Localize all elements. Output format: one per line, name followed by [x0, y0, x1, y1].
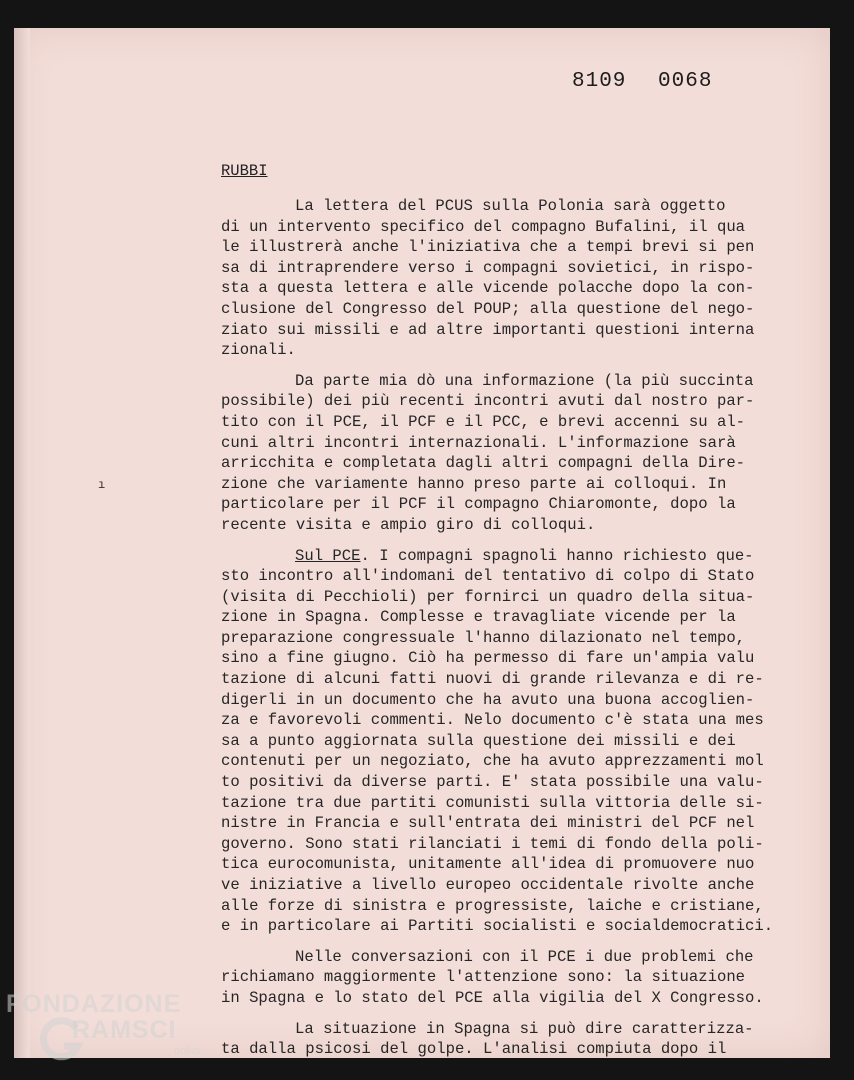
document-body [221, 196, 821, 1070]
paragraph-text: La situazione in Spagna si può dire caratterizza- ta dalla psicosi del golpe. L'analisi compiuta dopo il [221, 1019, 754, 1059]
logo-suffix: onlus [174, 1045, 201, 1057]
logo-line1: FONDAZIONE [6, 990, 182, 1018]
paragraph-text: Da parte mia dò una informazione (la più succinta possibile) dei più recenti incontri avuti dal nostro par- tito con il PCE, il PCF e il PCC, e brevi accenni su al- cuni altri incontri internazionali. L'informazione sarà arricchita e completata dagli altri compagni della Dire- zione che variamente hanno preso parte ai colloqui. In particolare per il PCF il compagno Chiaromonte, dopo la recente visita e ampio giro di colloqui. [221, 371, 755, 534]
margin-mark: ı [98, 478, 106, 492]
speaker-heading: RUBBI [221, 162, 268, 180]
paragraph [221, 1019, 821, 1060]
paragraph-text: Nelle conversazioni con il PCE i due problemi che richiamano maggiormente l'attenzione sono: la situazione in Spagna e lo stato del PCE alla vigilia del X Congresso. [221, 947, 764, 1007]
page-edge-shadow [14, 28, 30, 1058]
fondazione-gramsci-watermark-logo [6, 990, 216, 1070]
logo-line2: RAMSCI [72, 1016, 177, 1044]
document-page [14, 28, 830, 1058]
paragraph [221, 196, 821, 361]
paragraph [221, 371, 821, 536]
paragraph [221, 546, 821, 937]
paragraph-lead: Sul PCE [295, 546, 361, 565]
paragraph-text: La lettera del PCUS sulla Polonia sarà oggetto di un intervento specifico del compagno Bufalini, il qua le illustrerà anche l'iniziativa che a tempi brevi si pen sa di intraprendere verso i compagni sovietici, in rispo- sta a questa lettera e alle vicende polacche dopo la con- clusione del Congresso del POUP; alla questione del nego- ziato sui missili e ad altre importanti questioni interna zionali. [221, 197, 755, 360]
paragraph-text: . I compagni spagnoli hanno richiesto que- sto incontro all'indomani del tentativo di colpo di Stato (visita di Pecchioli) per fornirci un quadro della situa- zione in Spagna. Complesse e travagliate vicende per la preparazione congressuale l'hanno dilazionato nel tempo, sino a fine giugno. Ciò ha permesso di fare un'ampia valu tazione di alcuni fatti nuovi di grande rilevanza e di re- digerli in un documento che ha avuto una buona accoglien- za e favorevoli commenti. Nelo documento c'è stata una mes sa a punto aggiornata sulla questione dei missili e dei contenuti per un negoziato, che ha avuto apprezzamenti mol to positivi da diverse parti. E' stata possibile una valu- tazione tra due partiti comunisti sulla vittoria delle si- nistre in Francia e sull'entrata dei ministri del PCF nel governo. Sono stati rilanciati i temi di fondo della poli- tica eurocomunista, unitamente all'idea di promuovere nuo ve iniziative a livello europeo occidentale rivolte anche alle forze di sinistra e progressiste, laiche e cristiane, e in particolare ai Partiti socialisti e socialdemocratici. [221, 546, 774, 936]
paragraph [221, 947, 821, 1009]
document-number: 8109 0068 [572, 70, 713, 93]
